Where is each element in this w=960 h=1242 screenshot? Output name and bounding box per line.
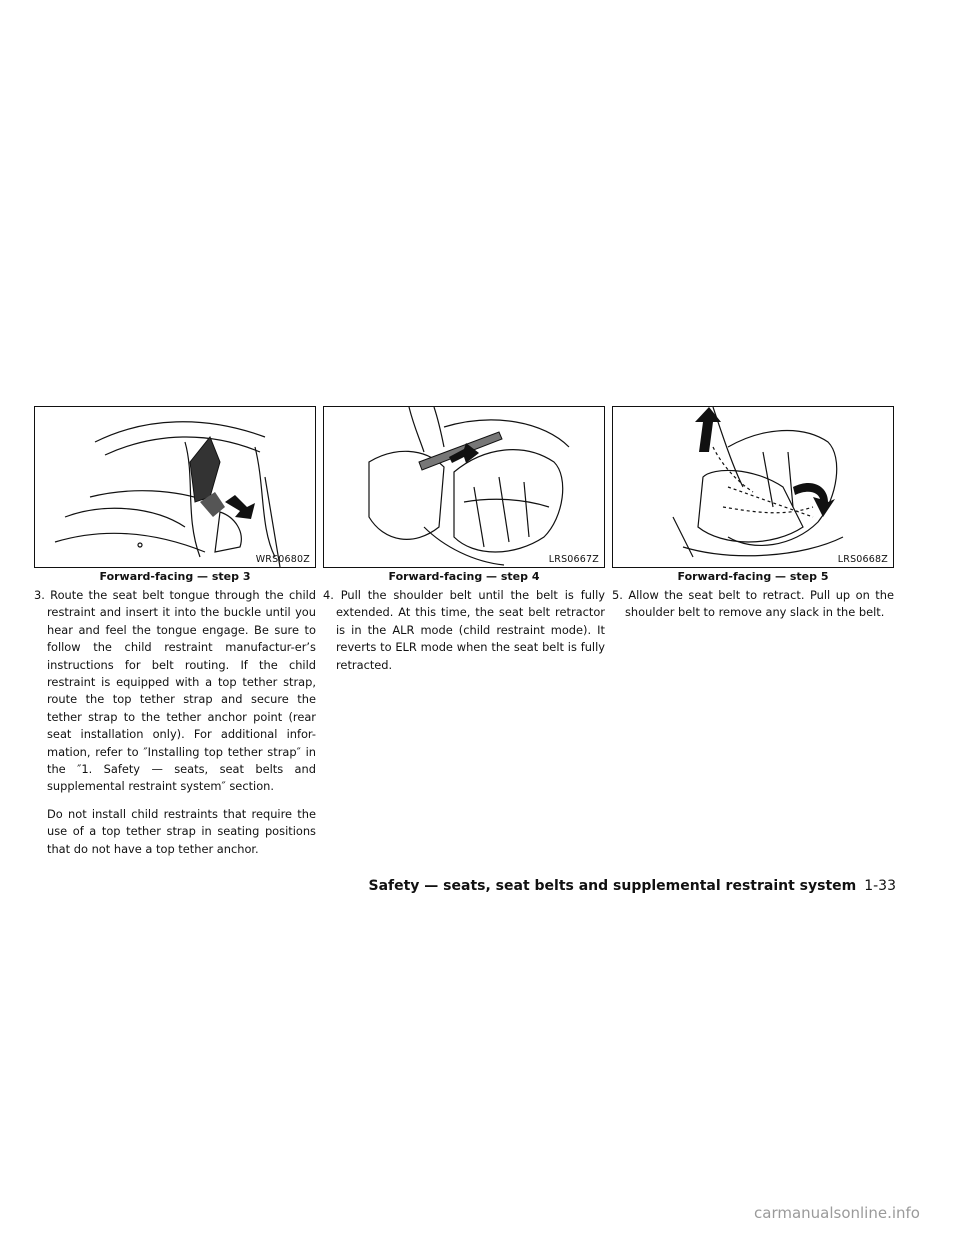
illustration-shoulder-belt-pull [324,407,604,567]
page-footer [369,878,897,894]
figure-caption: Forward-facing — step 4 [388,570,540,583]
figure-step-4 [323,406,605,568]
section-title: Safety — seats, seat belts and supplemental restraint system [368,878,857,894]
illustration-seat-belt-tongue [35,407,315,567]
column-step-3 [34,406,316,858]
step-5-text: 5. Allow the seat belt to retract. Pull up on the shoulder belt to remove any slack in the belt. [612,588,894,620]
illustration-belt-retract [613,407,893,567]
column-step-4 [323,406,605,674]
page-number: 1-33 [864,878,896,894]
figure-code: LRS0667Z [548,554,599,565]
figure-code: WRS0680Z [255,554,310,565]
figure-caption: Forward-facing — step 3 [99,570,251,583]
figure-caption: Forward-facing — step 5 [677,570,829,583]
watermark[interactable]: carmanualsonline.info [754,1204,920,1222]
column-step-5 [612,406,894,622]
figure-code: LRS0668Z [837,554,888,565]
figure-step-3 [34,406,316,568]
figure-step-5 [612,406,894,568]
step-4-text: 4. Pull the shoulder belt until the belt is fully extended. At this time, the seat belt retractor is in the ALR mode (child restraint mode). It reverts to ELR mode when the seat belt is fully retracted. [323,588,605,672]
step-3-note: Do not install child restraints that require the use of a top tether strap in seating positions that do not have a top tether anchor. [47,806,316,856]
step-3-text: 3. Route the seat belt tongue through the child restraint and insert it into the buckle until you hear and feel the tongue engage. Be sure to follow the child restraint manufactur-er’s instructions for belt routing. If the child restraint is equipped with a top tether strap, route the top tether strap and secure the tether strap to the tether anchor point (rear seat installation only). For additional infor-mation, refer to ″Installing top tether strap″ in the ″1. Safety — seats, seat belts and supplemental restraint system″ section. [34,588,316,794]
